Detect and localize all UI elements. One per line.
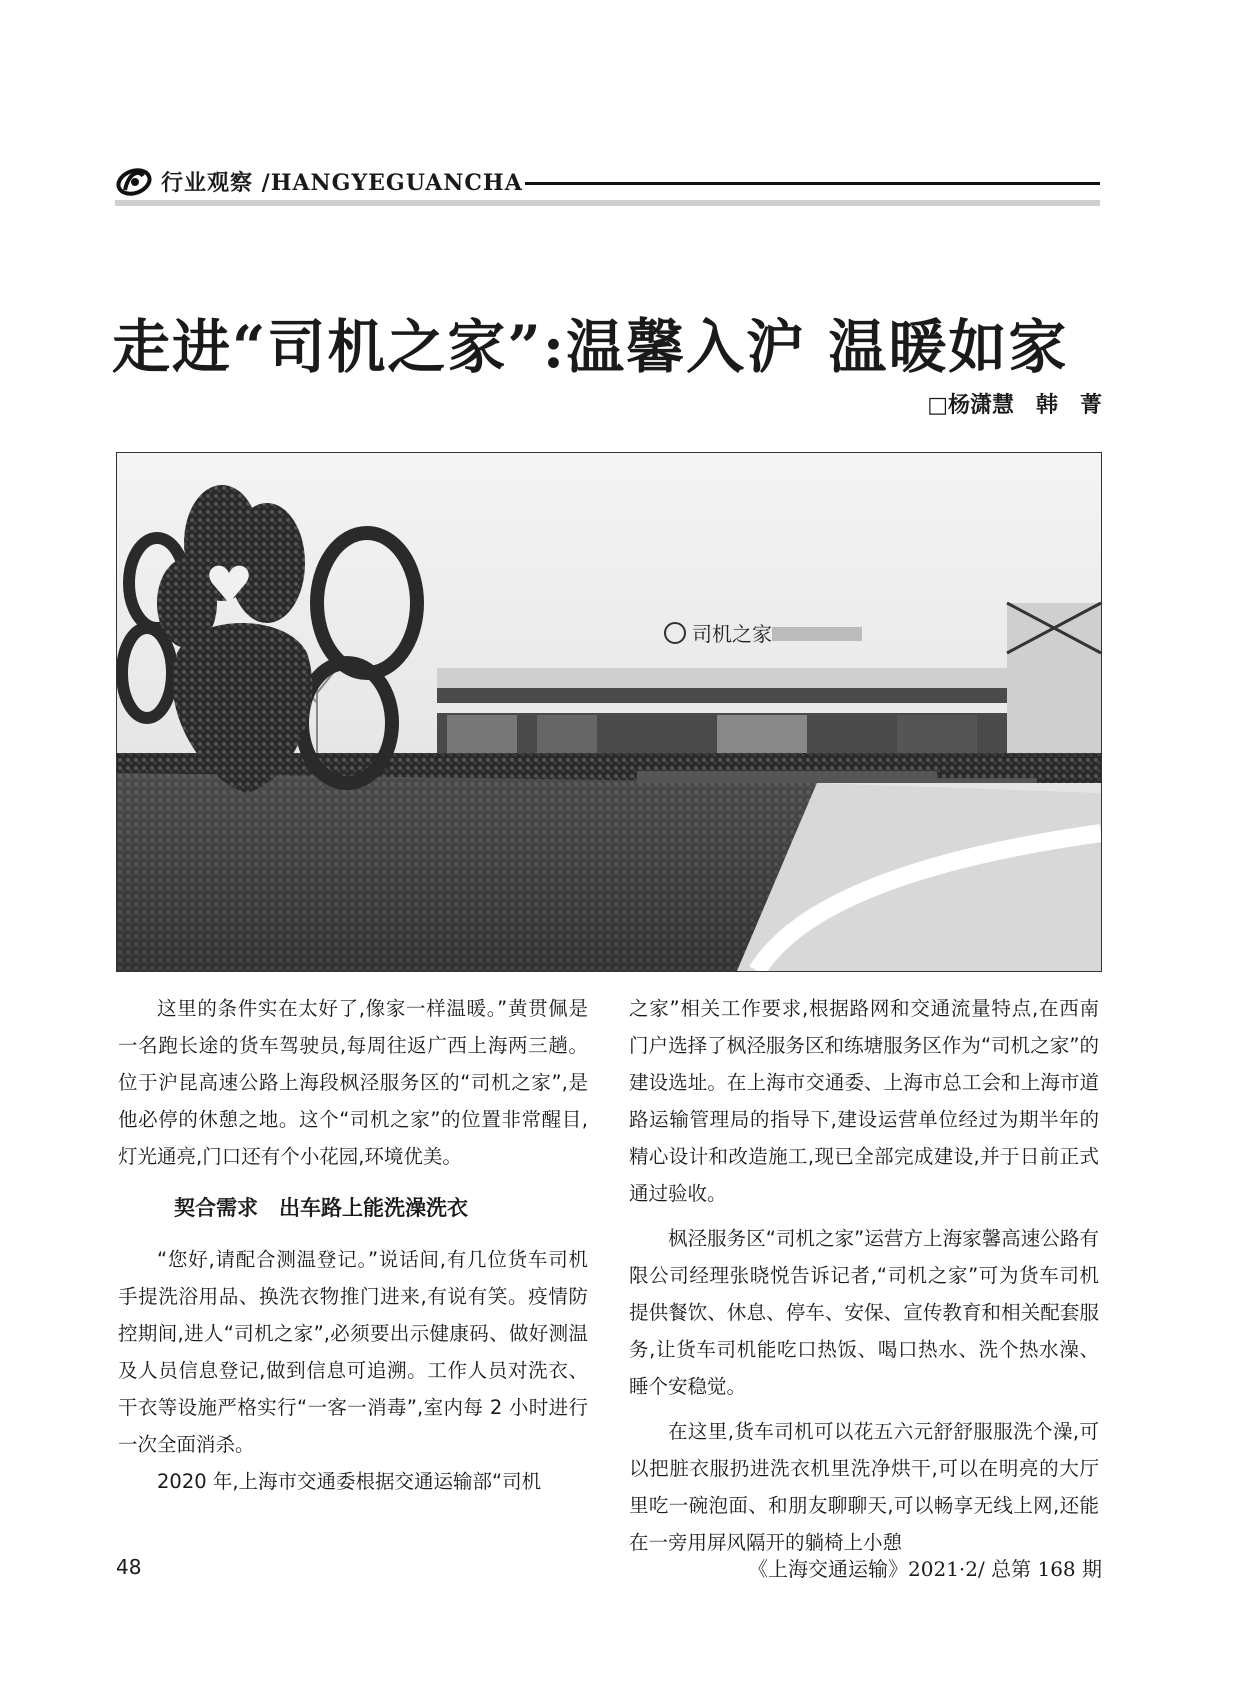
article-title: 走进“司机之家”:温馨入沪 温暖如家 [112,313,1069,381]
magazine-logo-icon [115,162,153,200]
paragraph: 在这里,货车司机可以花五六元舒舒服服洗个澡,可以把脏衣服扔进洗衣机里洗净烘干,可以在明亮的大厅里吃一碗泡面、和朋友聊聊天,可以畅享无线上网,还能在一旁用屏风隔开的躺椅上小憩 [629,1420,1099,1554]
section-header [115,162,1100,208]
article-column-right [629,990,1099,1561]
article-photo [116,452,1102,972]
paragraph: 枫泾服务区“司机之家”运营方上海家馨高速公路有限公司经理张晓悦告诉记者,“司机之家”可为货车司机提供餐饮、休息、停车、安保、宣传教育和相关配套服务,让货车司机能吃口热饭、喝口热水、洗个热水澡、睡个安稳觉。 [629,1227,1099,1398]
header-rule [525,182,1100,185]
paragraph: 之家”相关工作要求,根据路网和交通流量特点,在西南门户选择了枫泾服务区和练塘服务区作为“司机之家”的建设选址。在上海市交通委、上海市总工会和上海市道路运输管理局的指导下,建设运营单位经过为期半年的精心设计和改造施工,现已全部完成建设,并于日前正式通过验收。 [629,997,1099,1205]
article-column-left [118,990,588,1500]
photo-scene [117,453,1101,971]
header-bar [115,200,1100,206]
section-subheading: 契合需求 出车路上能洗澡洗衣 [174,1196,468,1220]
page-number: 48 [116,1555,142,1579]
paragraph: 这里的条件实在太好了,像家一样温暖。”黄贯佩是一名跑长途的货车驾驶员,每周往返广西上海两三趟。位于沪昆高速公路上海段枫泾服务区的“司机之家”,是他必停的休憩之地。这个“司机之家”的位置非常醒目,灯光通亮,门口还有个小花园,环境优美。 [118,997,588,1168]
section-title: 行业观察 /HANGYEGUANCHA [161,170,523,196]
paragraph: 2020 年,上海市交通委根据交通运输部“司机 [157,1470,542,1493]
building-sign: 司机之家 [692,622,772,646]
article-byline: □杨潇慧 韩 菁 [927,393,1102,418]
issue-info: 《上海交通运输》2021·2/ 总第 168 期 [748,1557,1102,1581]
paragraph: “您好,请配合测温登记。”说话间,有几位货车司机手提洗浴用品、换洗衣物推门进来,有说有笑。疫情防控期间,进人“司机之家”,必须要出示健康码、做好测温及人员信息登记,做到信息可追溯。工作人员对洗衣、干衣等设施严格实行“一客一消毒”,室内每 2 小时进行一次全面消杀。 [118,1248,588,1456]
